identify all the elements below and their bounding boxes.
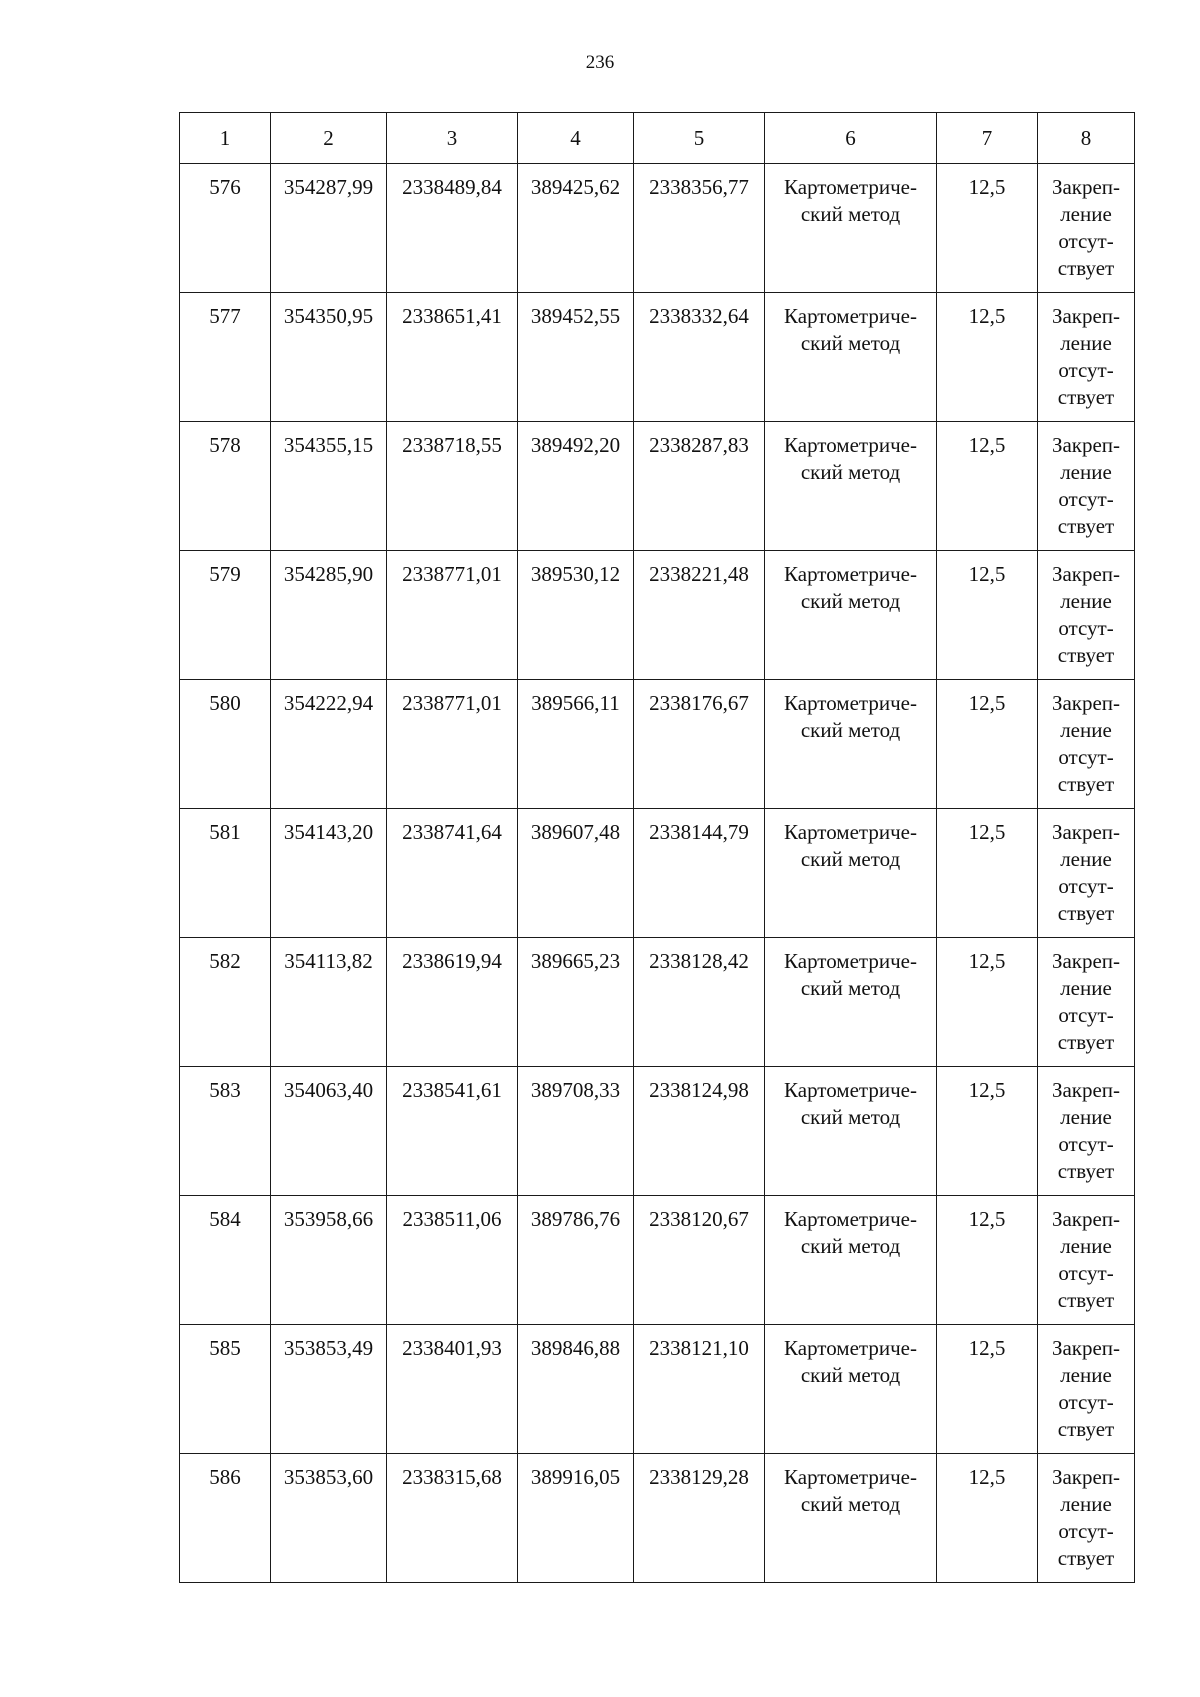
page-number: 236 xyxy=(585,52,615,73)
fixation-text-line: ление xyxy=(1060,1492,1112,1516)
fixation-text-line: отсут- xyxy=(1058,229,1114,253)
fixation-text-line: ление xyxy=(1060,460,1112,484)
method-cell xyxy=(765,1454,937,1583)
fixation-cell xyxy=(1038,293,1135,422)
fixation-text-line: ление xyxy=(1060,1105,1112,1129)
coord-cell: 2338124,98 xyxy=(634,1067,765,1196)
fixation-text-line: отсут- xyxy=(1058,616,1114,640)
header-row xyxy=(180,113,1135,164)
fixation-text-line: отсут- xyxy=(1058,1003,1114,1027)
fixation-text-line: ствует xyxy=(1057,1546,1115,1570)
coord-cell: 2338401,93 xyxy=(387,1325,518,1454)
coord-cell: 2338176,67 xyxy=(634,680,765,809)
fixation-text-line: Закреп- xyxy=(1051,304,1121,328)
coord-cell: 389607,48 xyxy=(518,809,634,938)
fixation-cell xyxy=(1038,1067,1135,1196)
point-number-cell: 580 xyxy=(180,680,271,809)
coord-cell: 389708,33 xyxy=(518,1067,634,1196)
method-text-line: ский метод xyxy=(800,589,901,613)
coord-cell: 354113,82 xyxy=(271,938,387,1067)
coord-cell: 389846,88 xyxy=(518,1325,634,1454)
fixation-cell xyxy=(1038,1325,1135,1454)
table-row xyxy=(180,1325,1135,1454)
fixation-cell xyxy=(1038,1454,1135,1583)
fixation-text-line: Закреп- xyxy=(1051,175,1121,199)
fixation-text-line: ствует xyxy=(1057,901,1115,925)
coord-cell: 2338315,68 xyxy=(387,1454,518,1583)
method-cell xyxy=(765,1325,937,1454)
fixation-text-line: ление xyxy=(1060,1363,1112,1387)
point-number-cell: 583 xyxy=(180,1067,271,1196)
coord-cell: 389916,05 xyxy=(518,1454,634,1583)
method-text-line: Картометриче- xyxy=(784,304,917,328)
accuracy-cell: 12,5 xyxy=(937,1454,1038,1583)
method-text-line: ский метод xyxy=(800,331,901,355)
coord-cell: 2338121,10 xyxy=(634,1325,765,1454)
method-cell xyxy=(765,551,937,680)
coord-cell: 354285,90 xyxy=(271,551,387,680)
accuracy-cell: 12,5 xyxy=(937,422,1038,551)
fixation-text-line: отсут- xyxy=(1058,1519,1114,1543)
coord-cell: 2338619,94 xyxy=(387,938,518,1067)
coord-cell: 2338489,84 xyxy=(387,164,518,293)
fixation-text-line: отсут- xyxy=(1058,745,1114,769)
method-text-line: Картометриче- xyxy=(784,949,917,973)
accuracy-cell: 12,5 xyxy=(937,293,1038,422)
fixation-text-line: отсут- xyxy=(1058,874,1114,898)
fixation-text-line: ление xyxy=(1060,331,1112,355)
method-text-line: ский метод xyxy=(800,202,901,226)
table-row xyxy=(180,293,1135,422)
table-row xyxy=(180,1196,1135,1325)
point-number-cell: 576 xyxy=(180,164,271,293)
coord-cell: 353853,60 xyxy=(271,1454,387,1583)
coord-cell: 2338144,79 xyxy=(634,809,765,938)
fixation-cell xyxy=(1038,422,1135,551)
fixation-text-line: отсут- xyxy=(1058,1132,1114,1156)
accuracy-cell: 12,5 xyxy=(937,1067,1038,1196)
coord-cell: 2338287,83 xyxy=(634,422,765,551)
fixation-text-line: ствует xyxy=(1057,514,1115,538)
coordinates-table xyxy=(179,112,1135,1583)
method-text-line: Картометриче- xyxy=(784,1207,917,1231)
accuracy-cell: 12,5 xyxy=(937,551,1038,680)
header-cell-2: 2 xyxy=(271,113,387,164)
point-number-cell: 586 xyxy=(180,1454,271,1583)
coord-cell: 354287,99 xyxy=(271,164,387,293)
method-text-line: Картометриче- xyxy=(784,562,917,586)
table-row xyxy=(180,809,1135,938)
table-row xyxy=(180,1067,1135,1196)
coord-cell: 389786,76 xyxy=(518,1196,634,1325)
point-number-cell: 585 xyxy=(180,1325,271,1454)
fixation-text-line: ление xyxy=(1060,1234,1112,1258)
fixation-cell xyxy=(1038,164,1135,293)
method-text-line: Картометриче- xyxy=(784,1078,917,1102)
fixation-text-line: Закреп- xyxy=(1051,433,1121,457)
fixation-text-line: ствует xyxy=(1057,772,1115,796)
coord-cell: 389492,20 xyxy=(518,422,634,551)
fixation-text-line: ствует xyxy=(1057,1159,1115,1183)
point-number-cell: 582 xyxy=(180,938,271,1067)
point-number-cell: 579 xyxy=(180,551,271,680)
header-cell-7: 7 xyxy=(937,113,1038,164)
fixation-text-line: отсут- xyxy=(1058,487,1114,511)
coord-cell: 354355,15 xyxy=(271,422,387,551)
coord-cell: 354350,95 xyxy=(271,293,387,422)
fixation-text-line: ствует xyxy=(1057,1030,1115,1054)
table-row xyxy=(180,680,1135,809)
coord-cell: 2338771,01 xyxy=(387,551,518,680)
method-text-line: Картометриче- xyxy=(784,1465,917,1489)
method-text-line: Картометриче- xyxy=(784,175,917,199)
coord-cell: 354143,20 xyxy=(271,809,387,938)
table-body xyxy=(180,164,1135,1583)
accuracy-cell: 12,5 xyxy=(937,680,1038,809)
fixation-text-line: Закреп- xyxy=(1051,691,1121,715)
table-row xyxy=(180,938,1135,1067)
method-cell xyxy=(765,938,937,1067)
method-text-line: Картометриче- xyxy=(784,820,917,844)
table-header xyxy=(180,113,1135,164)
method-text-line: Картометриче- xyxy=(784,1336,917,1360)
fixation-cell xyxy=(1038,1196,1135,1325)
coord-cell: 2338120,67 xyxy=(634,1196,765,1325)
coord-cell: 389665,23 xyxy=(518,938,634,1067)
method-text-line: ский метод xyxy=(800,976,901,1000)
method-cell xyxy=(765,1196,937,1325)
point-number-cell: 584 xyxy=(180,1196,271,1325)
accuracy-cell: 12,5 xyxy=(937,809,1038,938)
coord-cell: 2338771,01 xyxy=(387,680,518,809)
fixation-text-line: Закреп- xyxy=(1051,1465,1121,1489)
header-cell-5: 5 xyxy=(634,113,765,164)
fixation-text-line: ление xyxy=(1060,976,1112,1000)
coord-cell: 389425,62 xyxy=(518,164,634,293)
table-row xyxy=(180,422,1135,551)
coord-cell: 389530,12 xyxy=(518,551,634,680)
accuracy-cell: 12,5 xyxy=(937,938,1038,1067)
method-text-line: ский метод xyxy=(800,460,901,484)
method-text-line: ский метод xyxy=(800,847,901,871)
coord-cell: 353853,49 xyxy=(271,1325,387,1454)
coord-cell: 2338356,77 xyxy=(634,164,765,293)
method-cell xyxy=(765,680,937,809)
fixation-cell xyxy=(1038,680,1135,809)
method-text-line: ский метод xyxy=(800,718,901,742)
coord-cell: 354222,94 xyxy=(271,680,387,809)
point-number-cell: 577 xyxy=(180,293,271,422)
method-text-line: ский метод xyxy=(800,1234,901,1258)
method-text-line: Картометриче- xyxy=(784,433,917,457)
table-row xyxy=(180,551,1135,680)
method-cell xyxy=(765,164,937,293)
method-cell xyxy=(765,1067,937,1196)
fixation-cell xyxy=(1038,938,1135,1067)
coord-cell: 2338511,06 xyxy=(387,1196,518,1325)
accuracy-cell: 12,5 xyxy=(937,164,1038,293)
fixation-text-line: ствует xyxy=(1057,1288,1115,1312)
method-text-line: Картометриче- xyxy=(784,691,917,715)
fixation-text-line: отсут- xyxy=(1058,358,1114,382)
method-cell xyxy=(765,293,937,422)
fixation-text-line: ление xyxy=(1060,847,1112,871)
coord-cell: 2338541,61 xyxy=(387,1067,518,1196)
table-row xyxy=(180,1454,1135,1583)
header-cell-8: 8 xyxy=(1038,113,1135,164)
fixation-text-line: ление xyxy=(1060,718,1112,742)
point-number-cell: 581 xyxy=(180,809,271,938)
method-text-line: ский метод xyxy=(800,1363,901,1387)
coord-cell: 2338129,28 xyxy=(634,1454,765,1583)
fixation-text-line: Закреп- xyxy=(1051,820,1121,844)
header-cell-4: 4 xyxy=(518,113,634,164)
fixation-text-line: ление xyxy=(1060,589,1112,613)
fixation-text-line: Закреп- xyxy=(1051,1207,1121,1231)
method-cell xyxy=(765,809,937,938)
fixation-text-line: ствует xyxy=(1057,643,1115,667)
header-cell-6: 6 xyxy=(765,113,937,164)
fixation-text-line: ствует xyxy=(1057,1417,1115,1441)
fixation-text-line: Закреп- xyxy=(1051,1336,1121,1360)
coord-cell: 2338718,55 xyxy=(387,422,518,551)
coord-cell: 2338741,64 xyxy=(387,809,518,938)
method-cell xyxy=(765,422,937,551)
coord-cell: 389566,11 xyxy=(518,680,634,809)
coord-cell: 2338332,64 xyxy=(634,293,765,422)
table-row xyxy=(180,164,1135,293)
header-cell-1: 1 xyxy=(180,113,271,164)
header-cell-3: 3 xyxy=(387,113,518,164)
fixation-text-line: отсут- xyxy=(1058,1261,1114,1285)
fixation-text-line: ление xyxy=(1060,202,1112,226)
method-text-line: ский метод xyxy=(800,1492,901,1516)
fixation-cell xyxy=(1038,551,1135,680)
method-text-line: ский метод xyxy=(800,1105,901,1129)
fixation-text-line: ствует xyxy=(1057,385,1115,409)
coord-cell: 353958,66 xyxy=(271,1196,387,1325)
accuracy-cell: 12,5 xyxy=(937,1196,1038,1325)
accuracy-cell: 12,5 xyxy=(937,1325,1038,1454)
fixation-text-line: Закреп- xyxy=(1051,562,1121,586)
fixation-text-line: отсут- xyxy=(1058,1390,1114,1414)
point-number-cell: 578 xyxy=(180,422,271,551)
coord-cell: 354063,40 xyxy=(271,1067,387,1196)
coord-cell: 2338128,42 xyxy=(634,938,765,1067)
coord-cell: 2338651,41 xyxy=(387,293,518,422)
fixation-text-line: Закреп- xyxy=(1051,1078,1121,1102)
fixation-text-line: ствует xyxy=(1057,256,1115,280)
fixation-text-line: Закреп- xyxy=(1051,949,1121,973)
coord-cell: 389452,55 xyxy=(518,293,634,422)
fixation-cell xyxy=(1038,809,1135,938)
coord-cell: 2338221,48 xyxy=(634,551,765,680)
